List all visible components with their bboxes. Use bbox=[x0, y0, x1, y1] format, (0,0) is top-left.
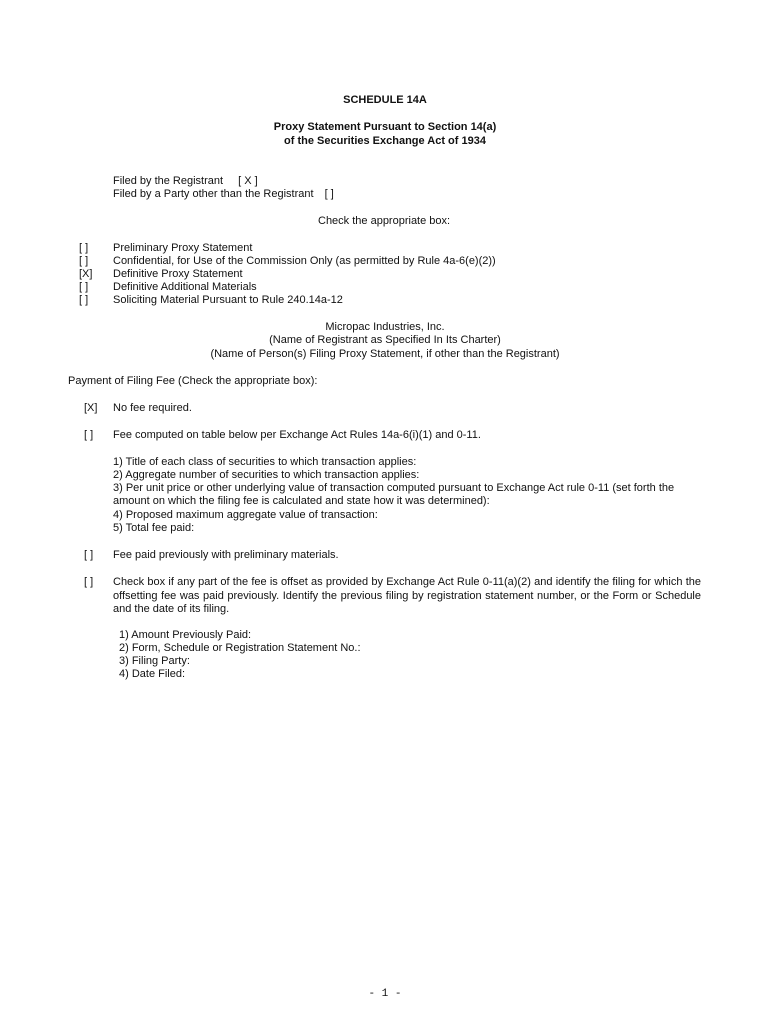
checkbox-additional[interactable]: [ ] bbox=[79, 281, 89, 293]
subtitle-line-2: of the Securities Exchange Act of 1934 bbox=[284, 135, 486, 147]
filed-by-registrant bbox=[113, 175, 258, 188]
checkbox-preliminary[interactable]: [ ] bbox=[79, 242, 89, 254]
checkbox-definitive[interactable]: [X] bbox=[79, 268, 93, 280]
offset-item: 3) Filing Party: bbox=[119, 655, 190, 667]
checkbox-fee-computed[interactable]: [ ] bbox=[84, 429, 94, 441]
offset-item: 1) Amount Previously Paid: bbox=[119, 629, 252, 641]
filer-caption: (Name of Person(s) Filing Proxy Statement, if other than the Registrant) bbox=[210, 348, 560, 360]
fee-item: 5) Total fee paid: bbox=[113, 522, 195, 534]
fee-item: 2) Aggregate number of securities to which transaction applies: bbox=[113, 469, 420, 481]
filed-by-other bbox=[113, 188, 334, 201]
check-instruction: Check the appropriate box: bbox=[318, 215, 451, 227]
registrant-name-caption: (Name of Registrant as Specified In Its Charter) bbox=[269, 334, 501, 346]
label-confidential: Confidential, for Use of the Commission Only (as permitted by Rule 4a-6(e)(2)) bbox=[113, 255, 496, 267]
offset-item: 4) Date Filed: bbox=[119, 668, 186, 680]
page-number: - 1 - bbox=[368, 988, 402, 1000]
checkbox-soliciting[interactable]: [ ] bbox=[79, 294, 89, 306]
checkbox-fee-offset[interactable]: [ ] bbox=[84, 576, 94, 588]
checkbox-no-fee[interactable]: [X] bbox=[84, 402, 98, 414]
subtitle-line-1: Proxy Statement Pursuant to Section 14(a) bbox=[273, 121, 497, 133]
fee-item: 4) Proposed maximum aggregate value of transaction: bbox=[113, 509, 378, 521]
filed-by-registrant-label: Filed by the Registrant bbox=[113, 175, 224, 187]
offset-item: 2) Form, Schedule or Registration Statement No.: bbox=[119, 642, 361, 654]
schedule-title: SCHEDULE 14A bbox=[343, 94, 427, 106]
filed-by-other-checkbox[interactable]: [ ] bbox=[324, 188, 334, 200]
label-fee-paid-previously: Fee paid previously with preliminary materials. bbox=[113, 549, 339, 561]
fee-item: 1) Title of each class of securities to which transaction applies: bbox=[113, 456, 417, 468]
label-preliminary: Preliminary Proxy Statement bbox=[113, 242, 253, 254]
label-no-fee: No fee required. bbox=[113, 402, 192, 414]
fee-item: amount on which the filing fee is calculated and state how it was determined): bbox=[113, 495, 490, 507]
checkbox-fee-paid-previously[interactable]: [ ] bbox=[84, 549, 94, 561]
label-soliciting: Soliciting Material Pursuant to Rule 240.14a-12 bbox=[113, 294, 343, 306]
registrant-name: Micropac Industries, Inc. bbox=[325, 321, 445, 333]
payment-heading: Payment of Filing Fee (Check the appropriate box): bbox=[68, 375, 318, 387]
label-fee-computed: Fee computed on table below per Exchange Act Rules 14a-6(i)(1) and 0-11. bbox=[113, 429, 481, 441]
label-additional: Definitive Additional Materials bbox=[113, 281, 257, 293]
filed-by-other-label: Filed by a Party other than the Registrant bbox=[113, 188, 314, 200]
checkbox-confidential[interactable]: [ ] bbox=[79, 255, 89, 267]
fee-item: 3) Per unit price or other underlying value of transaction computed pursuant to Exchange Act rule 0-11 (set forth the bbox=[113, 482, 675, 494]
fee-offset-text: Check box if any part of the fee is offset as provided by Exchange Act Rule 0-11(a)(2) and identify the filing for which the offsetting fee was paid previously. Identify the previous filing by registration statement number, or the Form or Schedule and the date of its filing. bbox=[113, 576, 701, 615]
filed-by-registrant-checkbox[interactable]: [ X ] bbox=[238, 175, 258, 187]
label-definitive: Definitive Proxy Statement bbox=[113, 268, 243, 280]
